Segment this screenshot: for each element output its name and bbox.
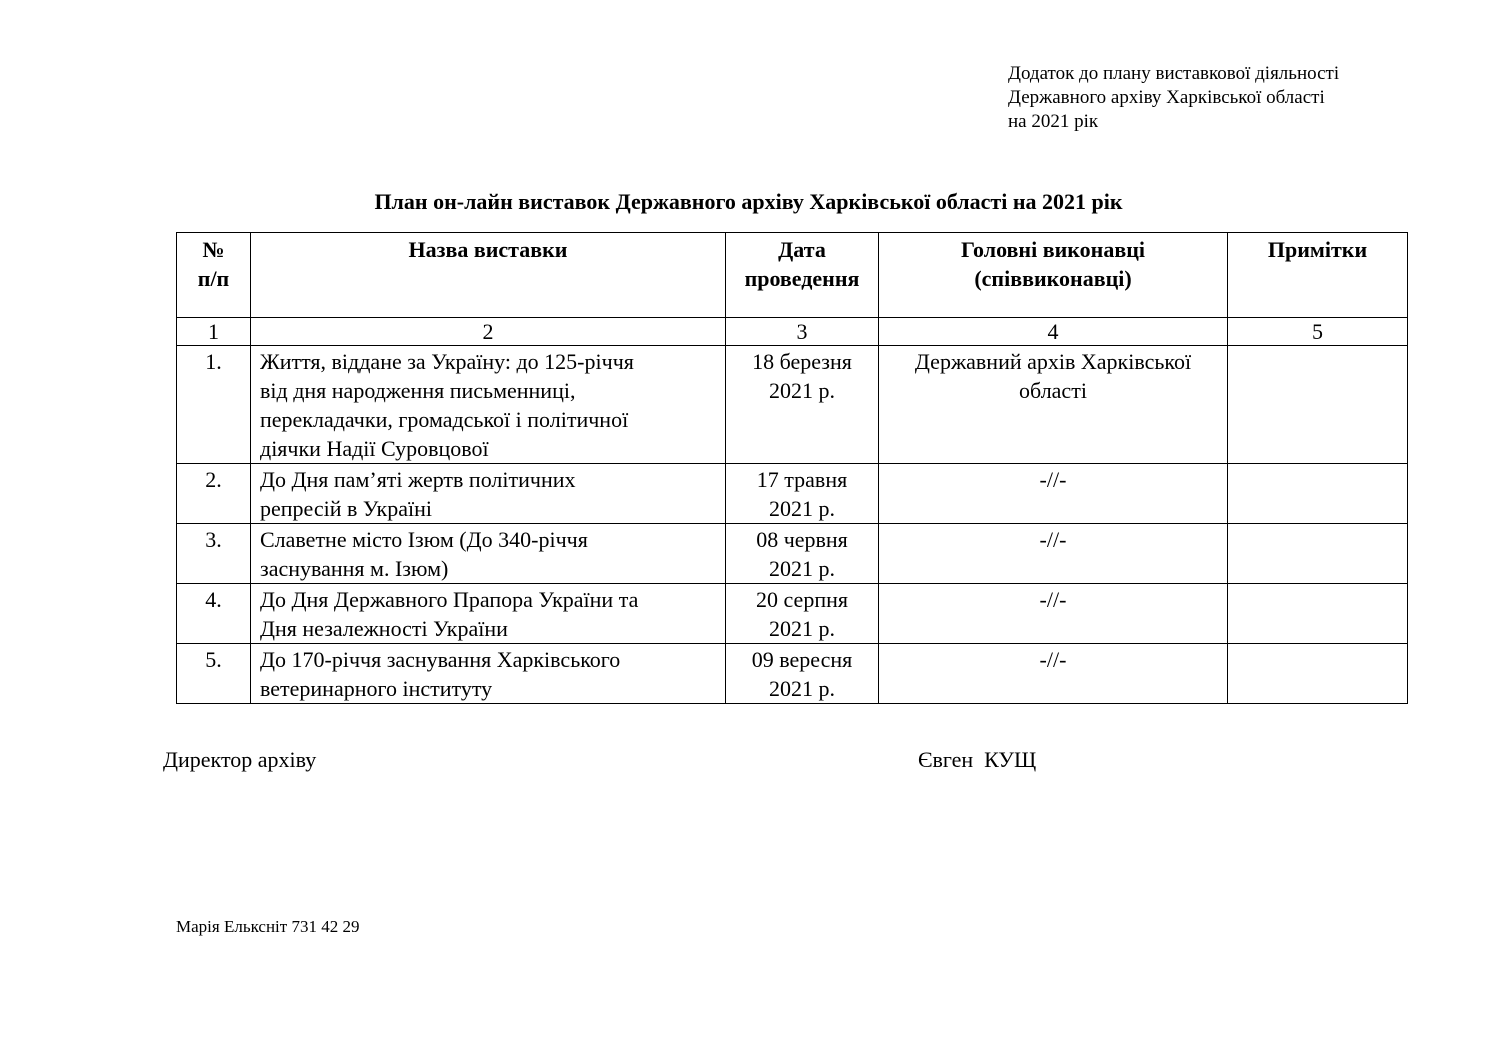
header-name [251,233,726,318]
header-exec [879,233,1228,318]
appendix-line: Державного архіву Харківської області [1008,87,1325,108]
row-date-line: 2021 р. [769,378,835,403]
document-title: План он-лайн виставок Державного архіву Харківської області на 2021 рік [374,189,1123,214]
row-name [251,346,726,464]
row-exec [879,644,1228,704]
row-note [1228,346,1408,464]
row-note [1228,584,1408,644]
row-note [1228,524,1408,584]
column-number-row [177,318,1408,346]
row-date [726,464,879,524]
contact-line: Марія Ельксніт 731 42 29 [176,917,360,936]
row-name-line: Славетне місто Ізюм (До 340-річчя [260,527,588,552]
row-name-line: від дня народження письменниці, [260,378,576,403]
row-exec-line: області [1019,378,1087,403]
row-date [726,584,879,644]
row-name [251,524,726,584]
row-exec-line: -//- [1039,587,1067,612]
row-date-line: 08 червня [756,527,848,552]
table-row [177,524,1408,584]
column-number: 5 [1228,318,1408,346]
row-exec [879,346,1228,464]
exhibitions-table [176,232,1408,704]
row-date [726,524,879,584]
row-name-line: До Дня пам’яті жертв політичних [260,467,576,492]
table-row [177,644,1408,704]
row-name-line: До 170-річчя заснування Харківського [260,647,621,672]
row-exec-line: -//- [1039,527,1067,552]
row-date-line: 2021 р. [769,556,835,581]
header-num [177,233,251,318]
row-name-line: заснування м. Ізюм) [260,556,449,581]
column-number: 4 [879,318,1228,346]
row-date-line: 18 березня [752,349,852,374]
row-date-line: 17 травня [756,467,848,492]
row-date [726,346,879,464]
header-date-line: Дата [778,237,826,262]
row-name-line: Дня незалежності України [260,616,508,641]
row-name-line: репресій в Україні [260,496,432,521]
header-note [1228,233,1408,318]
header-exec-line: Головні виконавці [960,237,1146,262]
column-number: 3 [726,318,879,346]
row-exec-line: Державний архів Харківської [914,349,1192,374]
row-date-line: 2021 р. [769,676,835,701]
row-exec [879,464,1228,524]
row-num: 4. [177,584,251,644]
header-exec-line: (співвиконавці) [974,266,1132,291]
signature-position: Директор архіву [163,747,317,772]
row-num: 5. [177,644,251,704]
appendix-line: на 2021 рік [1008,111,1099,132]
row-name-line: перекладачки, громадської і політичної [260,407,629,432]
row-exec [879,584,1228,644]
row-note [1228,644,1408,704]
row-exec-line: -//- [1039,647,1067,672]
appendix-line: Додаток до плану виставкової діяльності [1008,63,1340,84]
table-row [177,584,1408,644]
table-row [177,346,1408,464]
row-name [251,584,726,644]
column-number: 1 [177,318,251,346]
row-name-line: діячки Надії Суровцової [260,436,489,461]
column-number: 2 [251,318,726,346]
row-exec-line: -//- [1039,467,1067,492]
signature-name: Євген КУЩ [918,747,1037,772]
row-date-line: 20 серпня [756,587,848,612]
row-num: 2. [177,464,251,524]
row-exec [879,524,1228,584]
header-num-line: п/п [197,266,230,291]
row-num: 1. [177,346,251,464]
row-date-line: 2021 р. [769,616,835,641]
row-name-line: Життя, віддане за Україну: до 125-річчя [260,349,634,374]
row-num: 3. [177,524,251,584]
table-header-row [177,233,1408,318]
row-date [726,644,879,704]
row-name [251,464,726,524]
row-name-line: ветеринарного інституту [260,676,493,701]
table-row [177,464,1408,524]
appendix-note [1008,62,1339,134]
row-name-line: До Дня Державного Прапора України та [260,587,639,612]
row-date-line: 2021 р. [769,496,835,521]
row-date-line: 09 вересня [751,647,853,672]
header-date [726,233,879,318]
header-date-line: проведення [744,266,860,291]
header-note-text: Примітки [1267,237,1368,262]
row-note [1228,464,1408,524]
header-num-line: № [202,237,225,262]
row-name [251,644,726,704]
header-name-text: Назва виставки [408,237,568,262]
